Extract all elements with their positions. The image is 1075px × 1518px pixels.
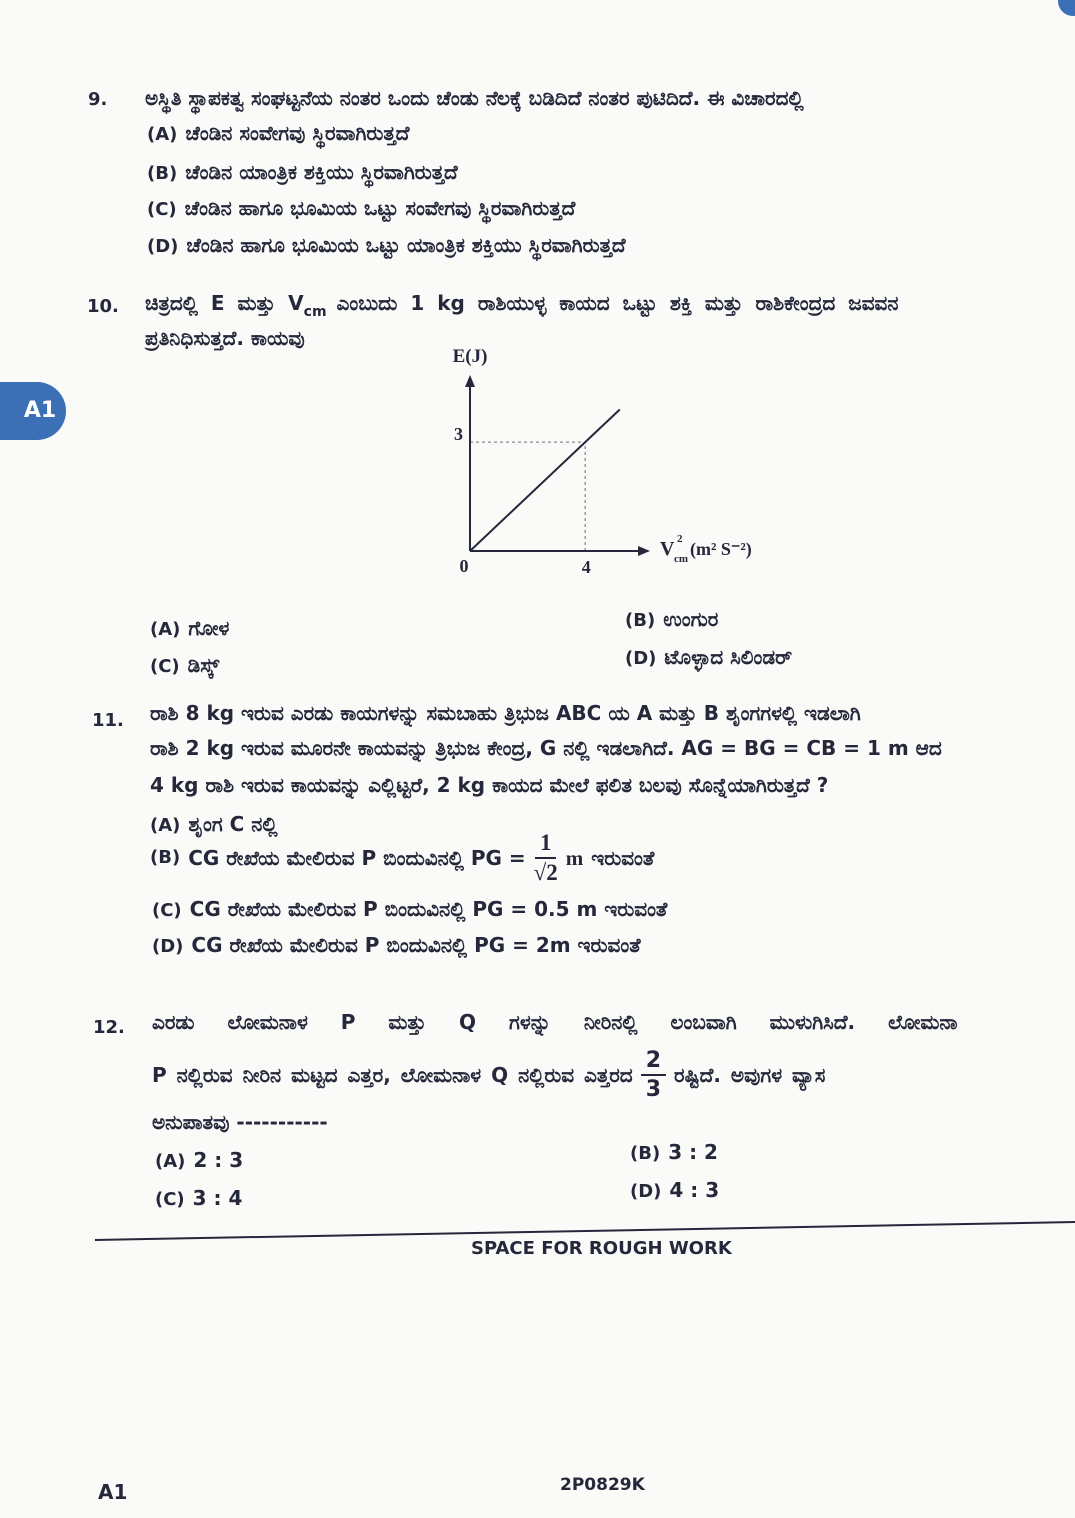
y-axis-label: E(J) xyxy=(452,346,488,367)
option-c xyxy=(152,895,667,925)
option-label: (B) xyxy=(625,610,656,631)
option-b xyxy=(625,605,718,635)
corner-tab-mark xyxy=(1058,0,1075,16)
option-label: (A) xyxy=(147,124,178,145)
x-axis-label-sub: cm xyxy=(674,553,689,565)
fraction-denominator: 3 xyxy=(645,1077,662,1102)
origin-label: 0 xyxy=(459,556,469,576)
option-label: (A) xyxy=(150,619,181,640)
question-stem-line-2: ರಾಶಿ 2 kg ಇರುವ ಮೂರನೇ ಕಾಯವನ್ನು ತ್ರಿಭುಜ ಕೇಂದ್ರ, G ನಲ್ಲಿ ಇಡಲಾಗಿದೆ. AG = BG = CB = 1 m ಆದ xyxy=(150,736,942,760)
y-tick-label: 3 xyxy=(454,424,463,445)
x-axis-arrowhead xyxy=(638,546,650,556)
fraction xyxy=(641,1048,666,1103)
plot-marks xyxy=(465,375,650,556)
option-label: (C) xyxy=(147,199,177,220)
y-axis-arrowhead xyxy=(465,375,475,387)
option-label: (C) xyxy=(155,1189,185,1210)
option-text: CG ರೇಖೆಯ ಮೇಲಿರುವ P ಬಿಂದುವಿನಲ್ಲಿ PG = xyxy=(188,846,526,870)
question-number: 9. xyxy=(88,89,108,110)
option-text: ಚೆಂಡಿನ ಸಂವೇಗವು ಸ್ಥಿರವಾಗಿರುತ್ತದೆ xyxy=(185,121,410,145)
footer-version: A1 xyxy=(98,1480,128,1504)
x-tick-label: 4 xyxy=(581,557,591,577)
stem-text: ಎಂಬುದು 1 kg ರಾಶಿಯುಳ್ಳ ಕಾಯದ ಒಟ್ಟು ಶಕ್ತಿ ಮತ್ತು ರಾಶಿಕೇಂದ್ರದ ಜವವನ xyxy=(336,291,899,315)
question-stem-line-1 xyxy=(145,289,899,320)
energy-line xyxy=(470,409,620,551)
question-stem-line-1: ರಾಶಿ 8 kg ಇರುವ ಎರಡು ಕಾಯಗಳನ್ನು ಸಮಬಾಹು ತ್ರಿಭುಜ ABC ಯ A ಮತ್ತು B ಶೃಂಗಗಳಲ್ಲಿ ಇಡಲಾಗಿ xyxy=(150,701,861,725)
fraction xyxy=(534,830,558,887)
option-text: ಚೆಂಡಿನ ಹಾಗೂ ಭೂಮಿಯ ಒಟ್ಟು ಯಾಂತ್ರಿಕ ಶಕ್ತಿಯು ಸ್ಥಿರವಾಗಿರುತ್ತದೆ xyxy=(186,233,626,257)
option-b xyxy=(147,158,458,188)
option-text: ಚೆಂಡಿನ ಹಾಗೂ ಭೂಮಿಯ ಒಟ್ಟು ಸಂವೇಗವು ಸ್ಥಿರವಾಗಿರುತ್ತದೆ xyxy=(184,196,576,220)
question-stem-line-1: ಎರಡು ಲೋಮನಾಳ P ಮತ್ತು Q ಗಳನ್ನು ನೀರಿನಲ್ಲಿ ಲಂಬವಾಗಿ ಮುಳುಗಿಸಿದೆ. ಲೋಮನಾ xyxy=(152,1010,958,1034)
option-text: CG ರೇಖೆಯ ಮೇಲಿರುವ P ಬಿಂದುವಿನಲ್ಲಿ PG = 2m ಇರುವಂತೆ xyxy=(191,933,641,957)
velocity-subscript: cm xyxy=(303,304,327,320)
option-text: ಶೃಂಗ C ನಲ್ಲಿ xyxy=(188,812,278,836)
question-number: 12. xyxy=(93,1017,125,1038)
x-axis-label-base: V xyxy=(660,538,675,560)
option-d xyxy=(625,643,792,673)
x-axis-label-sup: 2 xyxy=(677,533,683,545)
unit-text: m xyxy=(565,846,584,870)
option-text: ಚೆಂಡಿನ ಯಾಂತ್ರಿಕ ಶಕ್ತಿಯು ಸ್ಥಿರವಾಗಿರುತ್ತದೆ xyxy=(185,160,458,184)
option-text: 2 : 3 xyxy=(193,1148,244,1172)
option-a xyxy=(155,1146,243,1176)
option-b xyxy=(630,1138,718,1168)
option-text: ಗೋಳ xyxy=(188,616,230,640)
energy-graph xyxy=(430,335,790,585)
option-text: 3 : 2 xyxy=(668,1140,718,1164)
option-a xyxy=(150,614,229,644)
question-stem-line-3: ಅನುಪಾತವು ----------- xyxy=(152,1110,328,1134)
side-tab-label: A1 xyxy=(23,398,57,423)
option-c xyxy=(147,194,575,224)
option-text: 4 : 3 xyxy=(669,1178,720,1202)
question-number: 10. xyxy=(87,296,119,317)
option-label: (A) xyxy=(155,1151,186,1172)
question-stem: ಅಸ್ಥಿತಿ ಸ್ಥಾಪಕತ್ವ ಸಂಘಟ್ಟನೆಯ ನಂತರ ಒಂದು ಚೆಂಡು ನೆಲಕ್ಕೆ ಬಡಿದಿದೆ ನಂತರ ಪುಟಿದಿದೆ. ಈ ವಿಚಾರದಲ್ಲಿ xyxy=(145,86,804,110)
option-text: ಡಿಸ್ಕ್ xyxy=(187,653,220,677)
fraction-denominator: √2 xyxy=(533,860,558,885)
x-axis-label-unit: (m² S⁻²) xyxy=(690,539,752,559)
option-d xyxy=(630,1176,719,1206)
option-label: (C) xyxy=(150,656,180,677)
option-label: (D) xyxy=(630,1181,662,1202)
option-label: (A) xyxy=(150,815,181,836)
question-stem-line-2: ಪ್ರತಿನಿಧಿಸುತ್ತದೆ. ಕಾಯವು xyxy=(145,326,305,350)
option-label: (D) xyxy=(625,648,657,669)
side-tab xyxy=(0,382,66,440)
fraction-numerator: 2 xyxy=(641,1048,666,1076)
stem-text: ಚಿತ್ರದಲ್ಲಿ E ಮತ್ತು V xyxy=(145,291,304,315)
rough-work-heading: SPACE FOR ROUGH WORK xyxy=(471,1238,732,1259)
option-label: (B) xyxy=(150,847,181,868)
option-d xyxy=(152,931,641,961)
fraction-numerator: 1 xyxy=(535,830,557,859)
option-text: CG ರೇಖೆಯ ಮೇಲಿರುವ P ಬಿಂದುವಿನಲ್ಲಿ PG = 0.5 m ಇರುವಂತೆ xyxy=(189,897,668,921)
stem-text: P ನಲ್ಲಿರುವ ನೀರಿನ ಮಟ್ಟದ ಎತ್ತರ, ಲೋಮನಾಳ Q ನಲ್ಲಿರುವ ಎತ್ತರದ xyxy=(152,1063,633,1087)
question-number: 11. xyxy=(92,710,124,731)
option-c xyxy=(150,651,219,681)
option-text: ಇರುವಂತೆ xyxy=(591,846,655,870)
option-label: (D) xyxy=(152,936,184,957)
option-label: (B) xyxy=(147,163,178,184)
option-label: (D) xyxy=(147,236,179,257)
footer-code: 2P0829K xyxy=(560,1475,645,1495)
option-d xyxy=(147,231,626,261)
option-label: (C) xyxy=(152,900,182,921)
question-stem-line-3: 4 kg ರಾಶಿ ಇರುವ ಕಾಯವನ್ನು ಎಲ್ಲಿಟ್ಟರೆ, 2 kg ಕಾಯದ ಮೇಲೆ ಫಲಿತ ಬಲವು ಸೊನ್ನೆಯಾಗಿರುತ್ತದೆ ? xyxy=(150,773,829,797)
option-b xyxy=(150,828,654,888)
option-text: ಉಂಗುರ xyxy=(663,607,719,631)
option-text: ಟೊಳ್ಳಾದ ಸಿಲಿಂಡರ್ xyxy=(664,645,793,669)
stem-text: ರಷ್ಟಿದೆ. ಅವುಗಳ ವ್ಯಾಸ xyxy=(674,1063,826,1087)
option-text: 3 : 4 xyxy=(192,1186,243,1210)
question-stem-line-2 xyxy=(152,1045,825,1105)
option-a xyxy=(147,119,409,149)
option-label: (B) xyxy=(630,1143,661,1164)
